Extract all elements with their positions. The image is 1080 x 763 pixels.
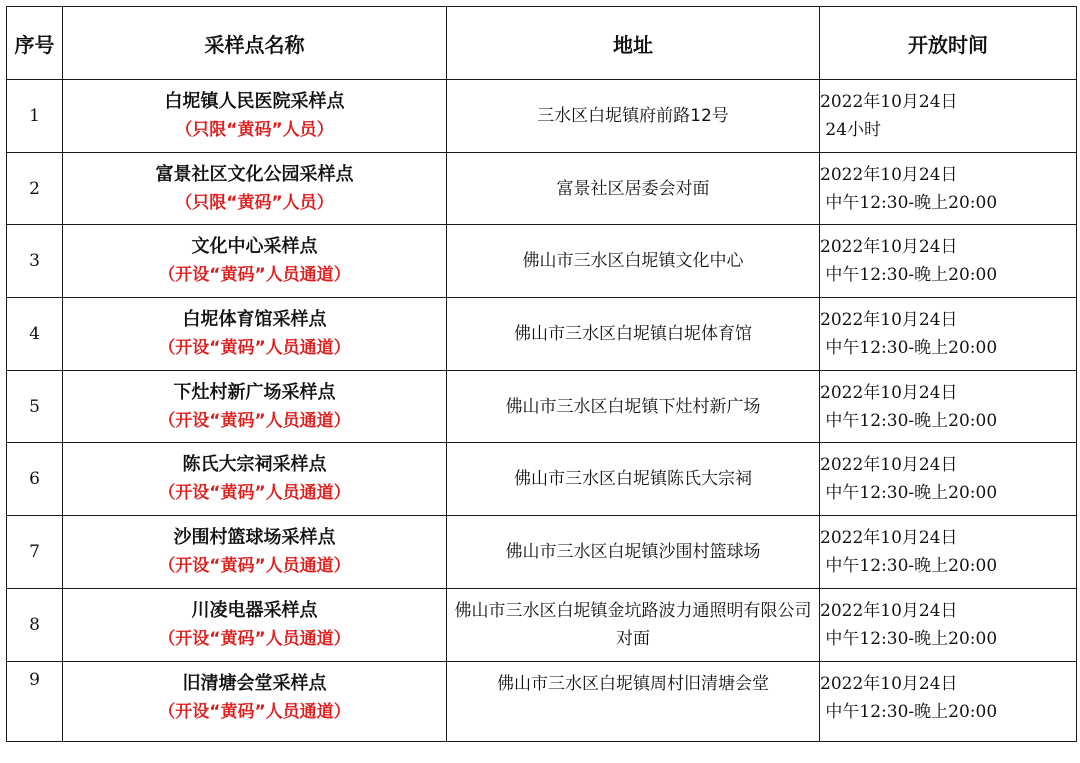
open-date: 2022年10月24日	[820, 673, 958, 694]
opening-hours-cell	[820, 298, 1077, 371]
open-time: 中午12:30-晚上20:00	[820, 483, 998, 504]
opening-hours-cell	[820, 80, 1077, 153]
opening-hours-cell	[820, 661, 1077, 741]
site-address: 佛山市三水区白坭镇文化中心	[447, 225, 820, 298]
header-index: 序号	[7, 7, 63, 80]
site-name-cell	[63, 152, 447, 225]
site-name: 白坭镇人民医院采样点	[164, 90, 345, 112]
site-address: 佛山市三水区白坭镇沙围村篮球场	[447, 516, 820, 589]
open-date: 2022年10月24日	[820, 164, 958, 185]
open-time: 中午12:30-晚上20:00	[820, 192, 998, 213]
site-note: （开设“黄码”人员通道）	[158, 337, 351, 358]
sampling-sites-table	[6, 6, 1077, 742]
opening-hours-cell	[820, 516, 1077, 589]
site-address-text: 佛山市三水区白坭镇周村旧清塘会堂	[497, 673, 769, 694]
table-row	[7, 516, 1077, 589]
site-note: （开设“黄码”人员通道）	[158, 628, 351, 649]
open-time: 中午12:30-晚上20:00	[820, 555, 998, 576]
site-name: 陈氏大宗祠采样点	[182, 454, 327, 476]
site-name: 下灶村新广场采样点	[173, 381, 336, 403]
header-opening-hours: 开放时间	[820, 7, 1077, 80]
header-site-name: 采样点名称	[63, 7, 447, 80]
site-name-cell	[63, 225, 447, 298]
site-note: （只限“黄码”人员）	[175, 192, 334, 213]
opening-hours-cell	[820, 370, 1077, 443]
site-address: 佛山市三水区白坭镇下灶村新广场	[447, 370, 820, 443]
row-index: 5	[7, 370, 63, 443]
row-index-text: 9	[29, 669, 40, 690]
opening-hours-cell	[820, 225, 1077, 298]
row-index: 2	[7, 152, 63, 225]
table-row	[7, 370, 1077, 443]
site-name: 旧清塘会堂采样点	[182, 672, 327, 694]
site-note: （只限“黄码”人员）	[175, 119, 334, 140]
header-address: 地址	[447, 7, 820, 80]
open-time: 中午12:30-晚上20:00	[820, 337, 998, 358]
table-row	[7, 298, 1077, 371]
table-row	[7, 588, 1077, 661]
open-date: 2022年10月24日	[820, 382, 958, 403]
open-date: 2022年10月24日	[820, 527, 958, 548]
site-address: 三水区白坭镇府前路12号	[447, 80, 820, 153]
site-note: （开设“黄码”人员通道）	[158, 701, 351, 722]
opening-hours-cell	[820, 588, 1077, 661]
site-name: 文化中心采样点	[191, 236, 318, 258]
site-name: 川凌电器采样点	[191, 599, 318, 621]
site-name-cell	[63, 516, 447, 589]
site-address	[447, 661, 820, 741]
row-index: 3	[7, 225, 63, 298]
open-time: 中午12:30-晚上20:00	[820, 265, 998, 286]
site-name-cell	[63, 443, 447, 516]
site-name-cell	[63, 370, 447, 443]
opening-hours-cell	[820, 443, 1077, 516]
site-name: 白坭体育馆采样点	[182, 308, 327, 330]
row-index: 8	[7, 588, 63, 661]
site-address: 佛山市三水区白坭镇金坑路波力通照明有限公司对面	[447, 588, 820, 661]
table-header-row	[7, 7, 1077, 80]
table-row	[7, 443, 1077, 516]
open-time: 24小时	[820, 119, 882, 140]
site-address: 佛山市三水区白坭镇陈氏大宗祠	[447, 443, 820, 516]
row-index: 7	[7, 516, 63, 589]
site-note: （开设“黄码”人员通道）	[158, 410, 351, 431]
site-name-cell	[63, 80, 447, 153]
open-time: 中午12:30-晚上20:00	[820, 410, 998, 431]
opening-hours-wrap	[820, 662, 1076, 726]
site-name: 富景社区文化公园采样点	[155, 163, 354, 185]
site-note: （开设“黄码”人员通道）	[158, 265, 351, 286]
row-index: 4	[7, 298, 63, 371]
row-index: 6	[7, 443, 63, 516]
site-name-wrap	[63, 662, 446, 726]
row-index: 1	[7, 80, 63, 153]
site-address: 佛山市三水区白坭镇白坭体育馆	[447, 298, 820, 371]
table-row	[7, 152, 1077, 225]
opening-hours-cell	[820, 152, 1077, 225]
open-date: 2022年10月24日	[820, 237, 958, 258]
open-date: 2022年10月24日	[820, 600, 958, 621]
site-note: （开设“黄码”人员通道）	[158, 483, 351, 504]
open-date: 2022年10月24日	[820, 455, 958, 476]
open-date: 2022年10月24日	[820, 309, 958, 330]
open-date: 2022年10月24日	[820, 91, 958, 112]
site-name-cell	[63, 588, 447, 661]
site-address: 富景社区居委会对面	[447, 152, 820, 225]
row-index	[7, 661, 63, 741]
table-row	[7, 661, 1077, 741]
open-time: 中午12:30-晚上20:00	[820, 701, 998, 722]
open-time: 中午12:30-晚上20:00	[820, 628, 998, 649]
table-row	[7, 80, 1077, 153]
site-name-cell	[63, 661, 447, 741]
site-note: （开设“黄码”人员通道）	[158, 555, 351, 576]
site-name: 沙围村篮球场采样点	[173, 526, 336, 548]
site-name-cell	[63, 298, 447, 371]
table-row	[7, 225, 1077, 298]
